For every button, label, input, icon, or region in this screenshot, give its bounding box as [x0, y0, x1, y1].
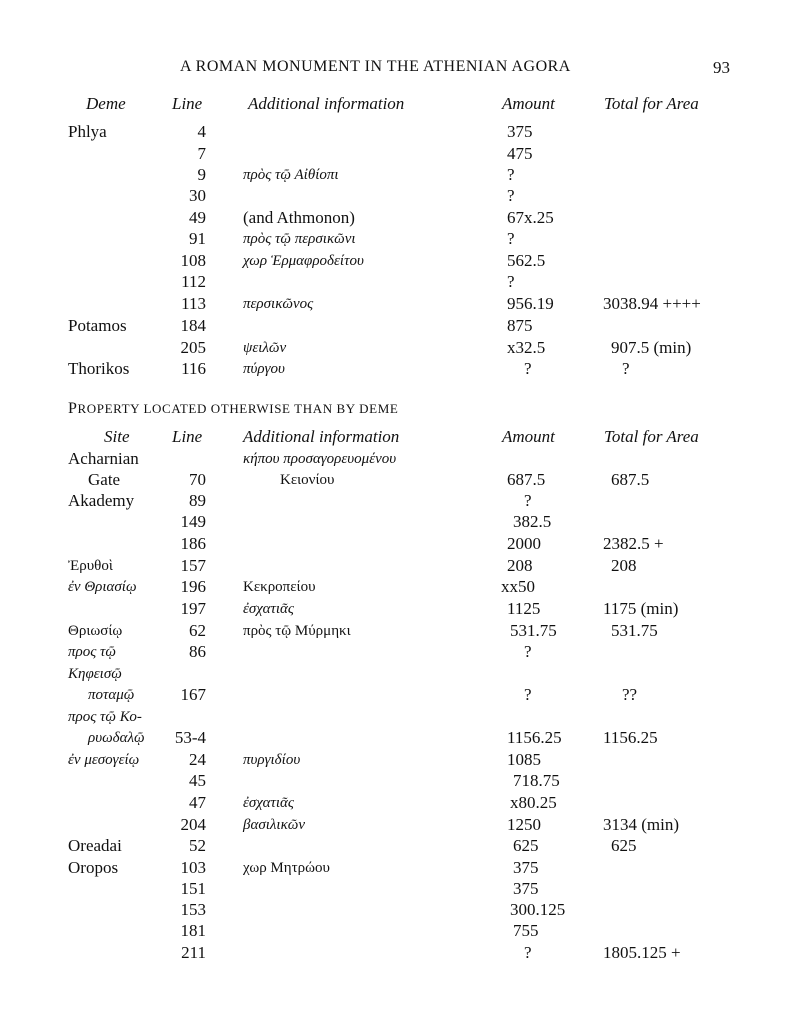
- row-line: 196: [180, 577, 206, 596]
- row-amount: ?: [524, 491, 532, 510]
- row-info: κήπου προσαγορευομένου: [243, 451, 397, 467]
- table1-row: [0, 271, 794, 293]
- table2-row: [0, 706, 794, 728]
- table2-row: [0, 533, 794, 555]
- row-line: 108: [180, 251, 206, 270]
- row-amount: 531.75: [510, 621, 557, 640]
- row-amount: 562.5: [507, 251, 546, 270]
- table1-row: [0, 250, 794, 272]
- col-header-amount: Amount: [502, 427, 555, 446]
- table2-row: [0, 814, 794, 836]
- row-total: 3134 (min): [603, 815, 680, 834]
- row-info: πρὸς τῷ Αἰθίοπι: [243, 167, 339, 183]
- row-total: 1175 (min): [603, 599, 679, 618]
- row-line: 24: [189, 750, 206, 769]
- table2-row: [0, 749, 794, 771]
- row-amount: 208: [507, 556, 533, 575]
- row-line: 89: [189, 491, 206, 510]
- row-total: 1156.25: [603, 728, 658, 747]
- row-amount: x32.5: [507, 338, 546, 357]
- section-title: [68, 400, 398, 418]
- row-line: 49: [189, 208, 206, 227]
- row-name: Oropos: [68, 858, 119, 877]
- col-header-site: Site: [104, 427, 130, 446]
- row-line: 45: [189, 771, 206, 790]
- row-amount: 375: [507, 122, 533, 141]
- table2-row: [0, 899, 794, 921]
- row-total: 531.75: [611, 621, 658, 640]
- col-header-total: Total for Area: [604, 427, 699, 446]
- table2-row: [0, 490, 794, 512]
- col-header-line: Line: [172, 94, 203, 113]
- row-name: Akademy: [68, 491, 135, 510]
- row-info: περσικῶνος: [243, 296, 314, 312]
- row-total: 687.5: [611, 470, 650, 489]
- row-line: 52: [189, 836, 206, 855]
- row-amount: 375: [513, 879, 539, 898]
- row-info: Κεκροπείου: [243, 579, 316, 595]
- row-line: 116: [181, 359, 206, 378]
- table2-row: [0, 684, 794, 706]
- row-name: Potamos: [68, 316, 127, 335]
- row-line: 112: [181, 272, 206, 291]
- row-info: πυργιδίου: [243, 752, 301, 768]
- row-amount: 755: [513, 921, 539, 940]
- row-amount: 956.19: [507, 294, 554, 313]
- row-info: (and Athmonon): [243, 208, 355, 227]
- row-line: 167: [180, 685, 206, 704]
- table2-row: [0, 942, 794, 964]
- col-header-info: Additional information: [243, 427, 400, 446]
- table1-row: [0, 358, 794, 380]
- row-name: Gate: [88, 470, 121, 489]
- table1-row: [0, 293, 794, 315]
- table2-row: [0, 727, 794, 749]
- row-name: Phlya: [68, 122, 107, 141]
- table1-row: [0, 207, 794, 229]
- col-header-line: Line: [172, 427, 203, 446]
- row-info: χωρ Μητρώου: [243, 860, 330, 876]
- col-header-deme: Deme: [86, 94, 126, 113]
- row-line: 4: [197, 122, 206, 141]
- row-info: πρὸς τῷ περσικῶνι: [243, 231, 356, 247]
- row-amount: 67x.25: [507, 208, 554, 227]
- table2-row: [0, 878, 794, 900]
- row-amount: ?: [524, 685, 532, 704]
- row-amount: xx50: [501, 577, 535, 596]
- row-amount: 1125: [507, 599, 541, 618]
- table2-row: [0, 792, 794, 814]
- row-amount: 300.125: [510, 900, 566, 919]
- row-line: 62: [189, 621, 206, 640]
- table1-header: [0, 93, 794, 115]
- page-number: 93: [713, 58, 730, 77]
- table1-row: [0, 228, 794, 250]
- row-line: 204: [180, 815, 206, 834]
- row-info: πρὸς τῷ Μύρμηκι: [243, 623, 351, 639]
- row-total: 625: [611, 836, 637, 855]
- row-amount: ?: [524, 642, 532, 661]
- row-name: Acharnian: [68, 449, 139, 468]
- row-amount: x80.25: [510, 793, 557, 812]
- row-amount: 1085: [507, 750, 541, 769]
- col-header-amount: Amount: [502, 94, 555, 113]
- row-amount: ?: [507, 165, 515, 184]
- row-line: 70: [189, 470, 206, 489]
- table2-row: [0, 448, 794, 470]
- row-line: 186: [180, 534, 206, 553]
- row-name: προς τῷ Κο-: [68, 709, 142, 725]
- row-line: 103: [180, 858, 206, 877]
- row-name: ἐν Θριασίῳ: [68, 579, 137, 595]
- row-name: ρυωδαλῷ: [88, 730, 145, 746]
- col-header-total: Total for Area: [604, 94, 699, 113]
- table2-row: [0, 511, 794, 533]
- table2-row: [0, 663, 794, 685]
- table2-row: [0, 835, 794, 857]
- row-info: ἐσχατιᾶς: [243, 601, 294, 617]
- row-amount: 687.5: [507, 470, 546, 489]
- row-amount: 375: [513, 858, 539, 877]
- running-title: A ROMAN MONUMENT IN THE ATHENIAN AGORA: [180, 58, 571, 75]
- row-total: 3038.94 ++++: [603, 294, 701, 313]
- row-info: Κειονίου: [280, 472, 335, 488]
- table1-row: [0, 121, 794, 143]
- row-line: 86: [189, 642, 206, 661]
- table1-row: [0, 337, 794, 359]
- row-name: Θριωσίῳ: [68, 623, 123, 639]
- table2-row: [0, 857, 794, 879]
- row-amount: 625: [513, 836, 539, 855]
- row-line: 205: [180, 338, 206, 357]
- table1-row: [0, 143, 794, 165]
- table2-row: [0, 469, 794, 491]
- row-line: 53-4: [174, 728, 206, 747]
- row-info: βασιλικῶν: [243, 817, 306, 833]
- table1-row: [0, 315, 794, 337]
- row-line: 211: [181, 943, 206, 962]
- row-amount: ?: [524, 943, 532, 962]
- row-amount: 475: [507, 144, 533, 163]
- row-amount: 382.5: [513, 512, 552, 531]
- row-total: 2382.5 +: [603, 534, 664, 553]
- row-amount: ?: [507, 272, 515, 291]
- table2-row: [0, 770, 794, 792]
- row-total: ??: [622, 685, 638, 704]
- table2-row: [0, 555, 794, 577]
- row-line: 197: [180, 599, 206, 618]
- row-line: 113: [181, 294, 206, 313]
- row-info: χωρ Ἑρμαφροδείτου: [243, 253, 364, 269]
- row-amount: 1250: [507, 815, 541, 834]
- row-name: Oreadai: [68, 836, 122, 855]
- row-line: 153: [180, 900, 206, 919]
- row-line: 9: [197, 165, 206, 184]
- table2-row: [0, 576, 794, 598]
- row-amount: ?: [507, 186, 515, 205]
- row-total: 907.5 (min): [611, 338, 692, 357]
- row-amount: 2000: [507, 534, 541, 553]
- row-line: 91: [189, 229, 206, 248]
- table1-row: [0, 164, 794, 186]
- row-total: 208: [611, 556, 637, 575]
- row-amount: 718.75: [513, 771, 560, 790]
- row-name: ποταμῷ: [88, 687, 135, 703]
- table1-row: [0, 185, 794, 207]
- row-line: 30: [189, 186, 206, 205]
- row-line: 184: [180, 316, 206, 335]
- row-amount: 1156.25: [507, 728, 562, 747]
- row-name: Thorikos: [68, 359, 130, 378]
- row-line: 7: [197, 144, 206, 163]
- row-line: 149: [180, 512, 206, 531]
- table2-row: [0, 598, 794, 620]
- row-info: ψειλῶν: [243, 340, 287, 356]
- table2-row: [0, 641, 794, 663]
- row-amount: 875: [507, 316, 533, 335]
- section-title-initial: P: [68, 400, 78, 417]
- row-amount: ?: [524, 359, 532, 378]
- row-info: ἐσχατιᾶς: [243, 795, 294, 811]
- row-total: 1805.125 +: [603, 943, 681, 962]
- row-line: 157: [180, 556, 206, 575]
- table2-row: [0, 620, 794, 642]
- row-line: 181: [180, 921, 206, 940]
- row-name: Κηφεισῷ: [68, 666, 122, 682]
- table2-row: [0, 920, 794, 942]
- row-total: ?: [622, 359, 630, 378]
- row-line: 47: [189, 793, 206, 812]
- section-title-rest: ROPERTY LOCATED OTHERWISE THAN BY DEME: [77, 401, 399, 416]
- row-name: προς τῷ: [68, 644, 117, 660]
- row-name: ἐν μεσογείῳ: [68, 752, 140, 768]
- table2-header: [0, 426, 794, 448]
- row-name: Ἐρυθοὶ: [68, 558, 113, 574]
- row-info: πύργου: [243, 361, 285, 377]
- row-amount: ?: [507, 229, 515, 248]
- col-header-info: Additional information: [248, 94, 405, 113]
- row-line: 151: [180, 879, 206, 898]
